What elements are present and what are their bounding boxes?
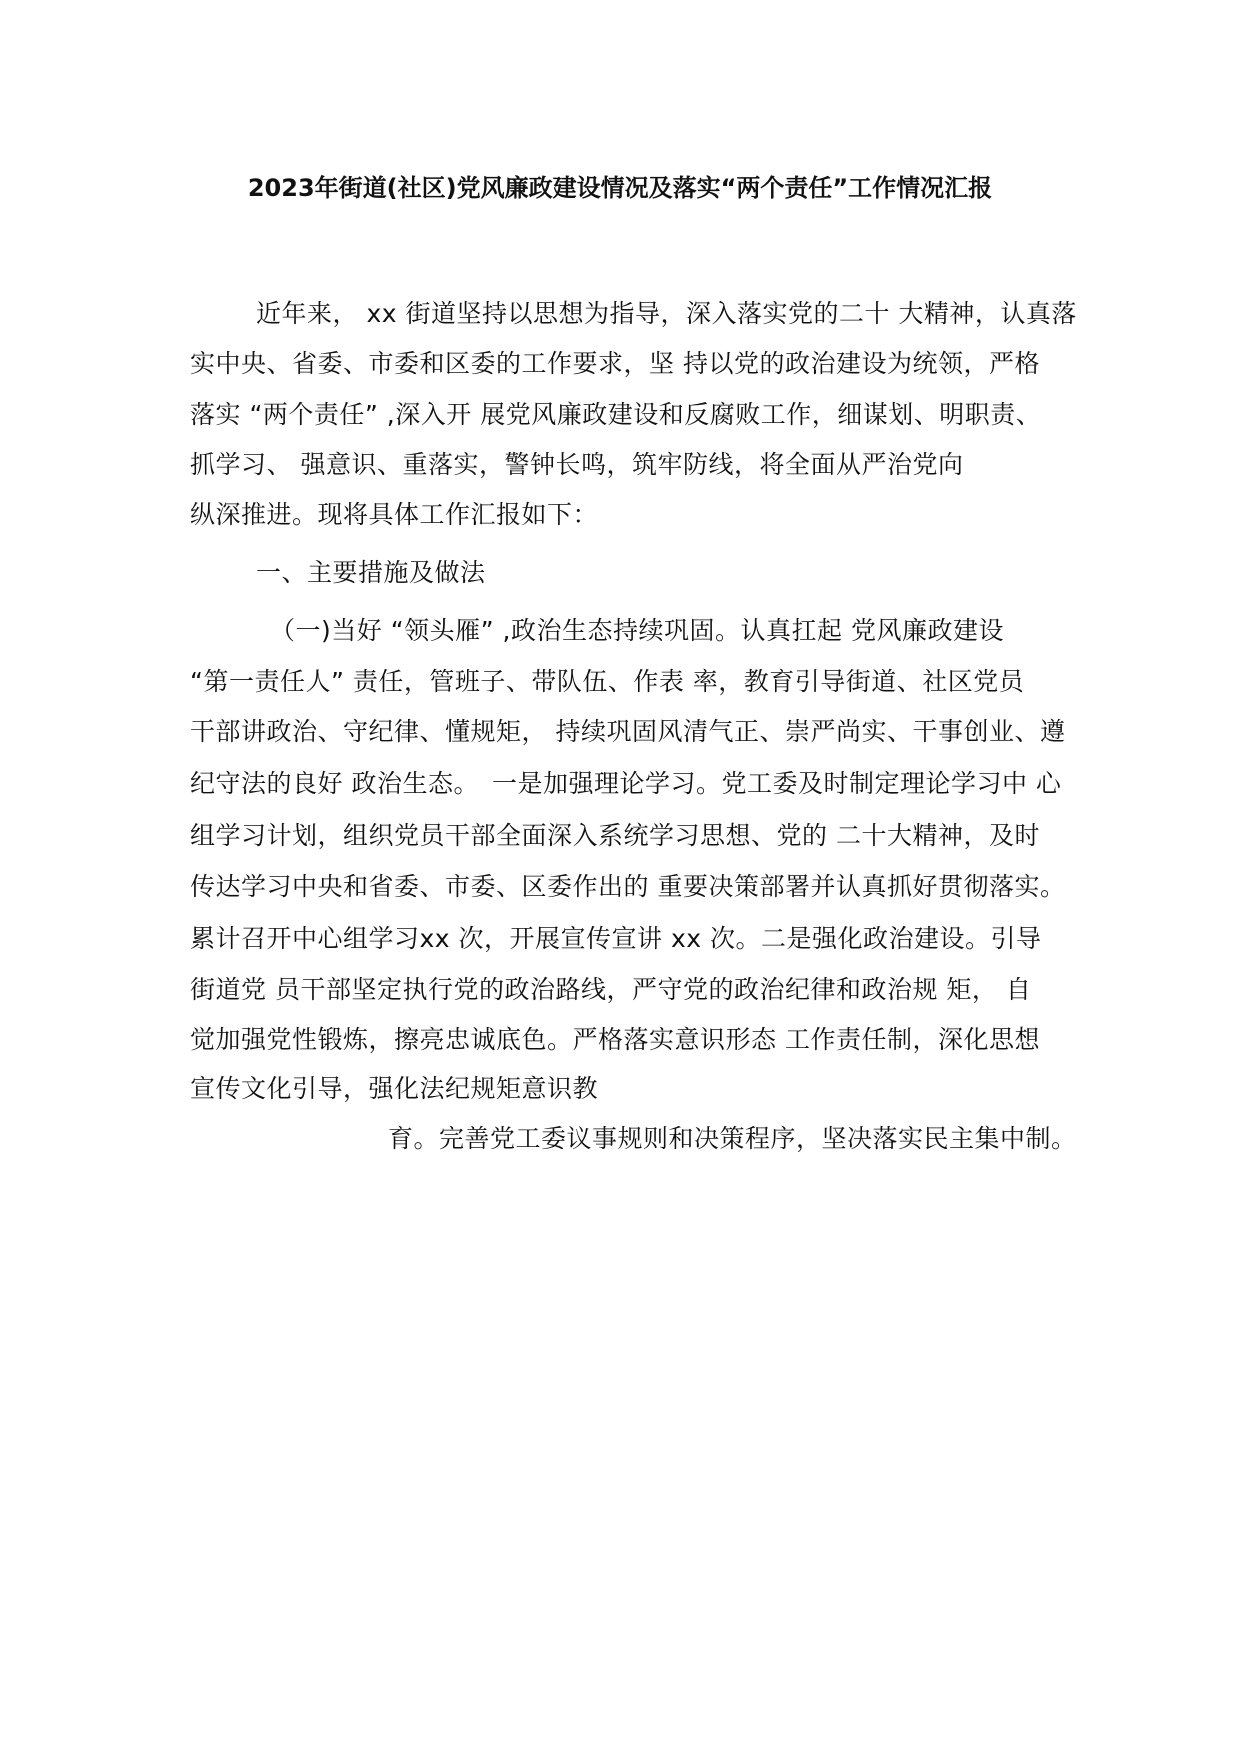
paragraph-line: 近年来， xx 街道坚持以思想为指导，深入落实党的二十 大精神，认真落	[256, 299, 1077, 328]
paragraph-line: 组学习计划，组织党员干部全面深入系统学习思想、党的 二十大精神，及时	[190, 821, 1040, 850]
paragraph-line: 实中央、省委、市委和区委的工作要求，坚 持以党的政治建设为统领，严格	[190, 349, 1040, 378]
paragraph-line: 觉加强党性锻炼，擦亮忠诚底色。严格落实意识形态 工作责任制，深化思想	[190, 1025, 1040, 1054]
paragraph-line: 传达学习中央和省委、市委、区委作出的 重要决策部署并认真抓好贯彻落实。	[190, 872, 1066, 901]
paragraph-line: 干部讲政治、守纪律、懂规矩， 持续巩固风清气正、崇严尚实、干事创业、遵	[190, 717, 1066, 746]
paragraph-line: 纵深推进。现将具体工作汇报如下：	[190, 500, 599, 529]
paragraph-line: 街道党 员干部坚定执行党的政治路线，严守党的政治纪律和政治规 矩， 自	[190, 975, 1032, 1004]
paragraph-line: 落实 “两个责任” ,深入开 展党风廉政建设和反腐败工作，细谋划、明职责、	[190, 400, 1042, 429]
paragraph-line: 累计召开中心组学习xx 次，开展宣传宣讲 xx 次。二是强化政治建设。引导	[190, 924, 1042, 953]
section-heading: 一、主要措施及做法	[256, 558, 486, 587]
paragraph-line: 育。完善党工委议事规则和决策程序，坚决落实民主集中制。	[388, 1124, 1077, 1153]
paragraph-line: “第一责任人” 责任，管班子、带队伍、作表 率，教育引导街道、社区党员	[190, 667, 1025, 696]
paragraph-line: （一)当好 “领头雁” ,政治生态持续巩固。认真扛起 党风廉政建设	[270, 616, 1004, 645]
paragraph-line: 纪守法的良好 政治生态。 一是加强理论学习。党工委及时制定理论学习中 心	[190, 769, 1062, 798]
paragraph-line: 抓学习、 强意识、重落实，警钟长鸣，筑牢防线，将全面从严治党向	[190, 450, 964, 479]
paragraph-line: 宣传文化引导，强化法纪规矩意识教	[190, 1074, 599, 1103]
page-title: 2023年街道(社区)党风廉政建设情况及落实“两个责任”工作情况汇报	[247, 174, 993, 202]
